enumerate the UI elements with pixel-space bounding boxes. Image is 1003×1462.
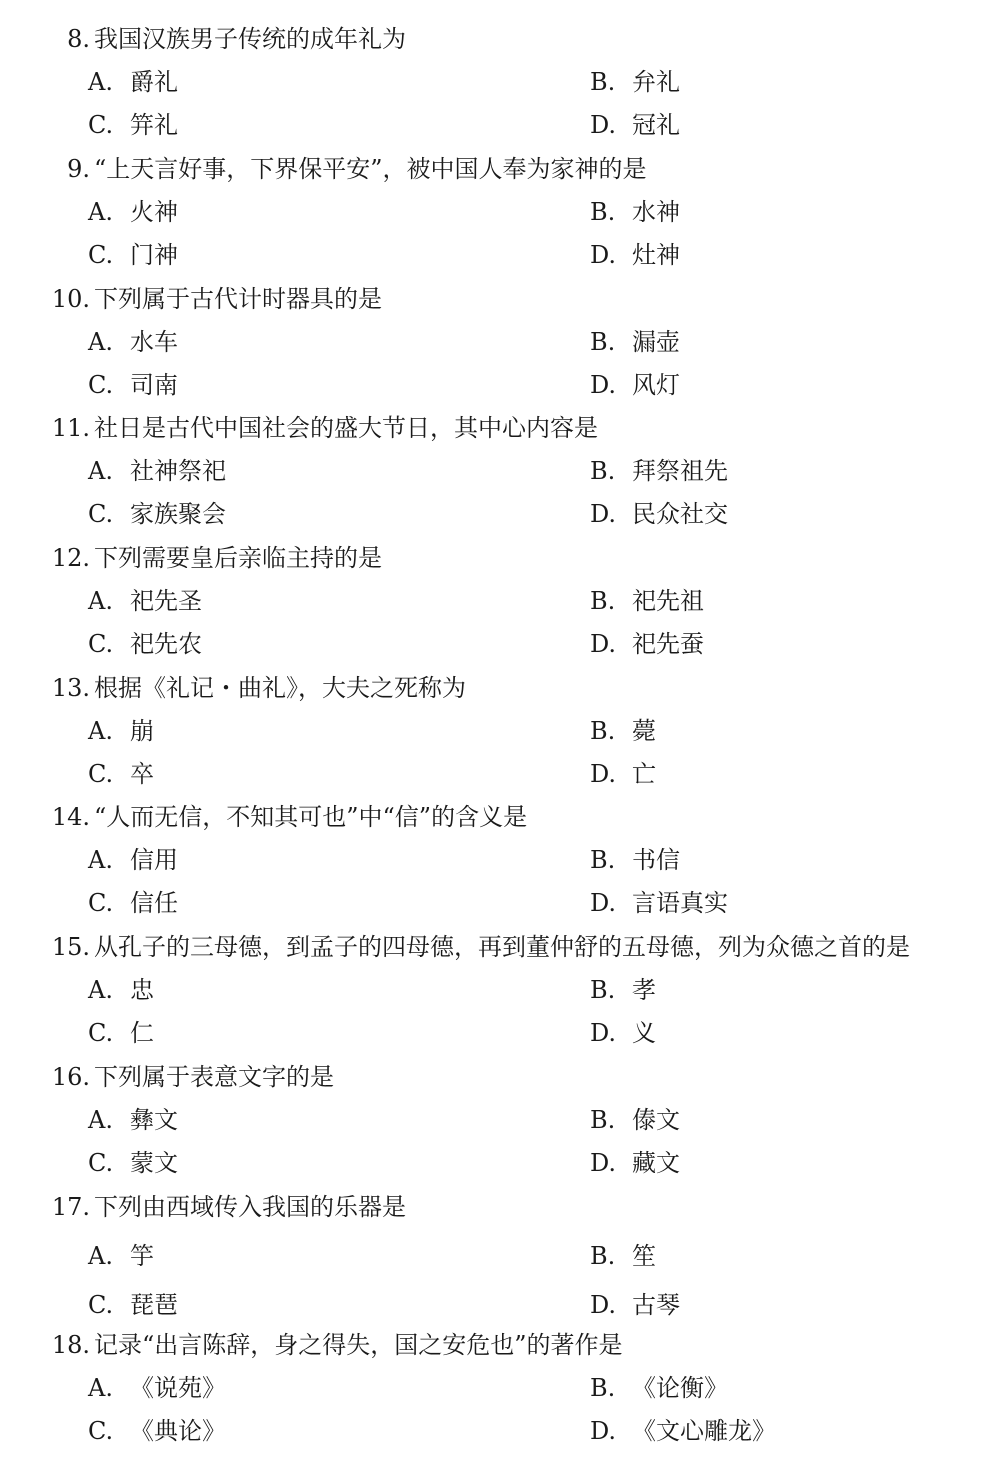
option-b (590, 65, 680, 99)
option-label: D. (590, 111, 617, 139)
option-text: 卒 (130, 760, 154, 788)
option-label: A. (88, 976, 113, 1004)
option-text: 《典论》 (130, 1417, 226, 1445)
option-text: 傣文 (632, 1106, 680, 1134)
option-text: 拜祭祖先 (632, 457, 728, 485)
question-stem (38, 541, 382, 575)
option-label: B. (590, 1242, 616, 1270)
option-label: C. (88, 1019, 114, 1047)
option-c (88, 627, 202, 661)
option-label: B. (590, 587, 616, 615)
option-text: 仁 (130, 1019, 154, 1047)
question-block (0, 152, 1003, 282)
option-b (590, 714, 656, 748)
option-text: 孝 (632, 976, 656, 1004)
option-a (88, 454, 226, 488)
question-block (0, 411, 1003, 541)
option-c (88, 1288, 178, 1322)
question-number: 18. (51, 1331, 90, 1359)
question-block (0, 1190, 1003, 1320)
option-a (88, 1371, 226, 1405)
option-d (590, 238, 680, 272)
option-label: B. (590, 717, 616, 745)
question-stem (38, 671, 466, 705)
question-stem (38, 1190, 406, 1224)
question-stem (38, 411, 598, 445)
option-b (590, 1239, 656, 1273)
option-text: 祀先祖 (632, 587, 704, 615)
option-label: D. (590, 500, 617, 528)
question-text: “人而无信，不知其可也”中“信”的含义是 (94, 803, 528, 831)
option-text: 《论衡》 (632, 1374, 728, 1402)
question-number: 11. (51, 414, 90, 442)
option-text: 藏文 (632, 1149, 680, 1177)
option-label: C. (88, 1417, 114, 1445)
option-text: 灶神 (632, 241, 680, 269)
option-label: B. (590, 68, 616, 96)
question-stem (38, 930, 910, 964)
question-text: 我国汉族男子传统的成年礼为 (94, 25, 406, 53)
question-stem (38, 800, 527, 834)
option-c (88, 1146, 178, 1180)
option-text: 书信 (632, 846, 680, 874)
option-c (88, 238, 178, 272)
option-a (88, 195, 178, 229)
option-d (590, 757, 656, 791)
question-number: 15. (51, 933, 90, 961)
option-d (590, 1288, 680, 1322)
option-label: B. (590, 1106, 616, 1134)
question-text: 下列属于表意文字的是 (94, 1063, 334, 1091)
question-stem (38, 152, 647, 186)
option-label: C. (88, 1291, 114, 1319)
question-text: 记录“出言陈辞，身之得失，国之安危也”的著作是 (94, 1331, 623, 1359)
option-a (88, 1239, 154, 1273)
question-block (0, 22, 1003, 152)
question-number: 16. (51, 1063, 90, 1091)
option-label: D. (590, 1019, 617, 1047)
option-text: 弁礼 (632, 68, 680, 96)
question-text: 下列属于古代计时器具的是 (94, 285, 382, 313)
option-text: 漏壶 (632, 328, 680, 356)
question-block (0, 1060, 1003, 1190)
option-label: B. (590, 846, 616, 874)
option-c (88, 368, 178, 402)
option-c (88, 1016, 154, 1050)
question-number: 13. (51, 674, 90, 702)
option-a (88, 325, 178, 359)
option-text: 蒙文 (130, 1149, 178, 1177)
question-number: 9. (67, 155, 90, 183)
option-text: 彝文 (130, 1106, 178, 1134)
option-a (88, 584, 202, 618)
option-a (88, 843, 178, 877)
option-text: 崩 (130, 717, 154, 745)
option-text: 民众社交 (632, 500, 728, 528)
option-label: B. (590, 457, 616, 485)
question-block (0, 541, 1003, 671)
option-c (88, 108, 178, 142)
option-a (88, 1103, 178, 1137)
option-text: 信任 (130, 889, 178, 917)
option-text: 火神 (130, 198, 178, 226)
option-d (590, 108, 680, 142)
option-text: 《文心雕龙》 (632, 1417, 776, 1445)
option-label: A. (88, 846, 113, 874)
option-label: D. (590, 371, 617, 399)
question-number: 17. (51, 1193, 90, 1221)
option-label: C. (88, 371, 114, 399)
option-b (590, 1103, 680, 1137)
option-text: 信用 (130, 846, 178, 874)
option-d (590, 886, 728, 920)
option-label: D. (590, 630, 617, 658)
option-label: C. (88, 760, 114, 788)
question-text: 下列由西域传入我国的乐器是 (94, 1193, 406, 1221)
option-label: D. (590, 760, 617, 788)
question-text: “上天言好事，下界保平安”，被中国人奉为家神的是 (94, 155, 647, 183)
option-label: C. (88, 630, 114, 658)
option-text: 冠礼 (632, 111, 680, 139)
option-label: C. (88, 500, 114, 528)
option-b (590, 584, 704, 618)
option-label: B. (590, 198, 616, 226)
option-text: 祀先农 (130, 630, 202, 658)
question-text: 根据《礼记・曲礼》，大夫之死称为 (94, 674, 466, 702)
option-c (88, 497, 226, 531)
question-number: 14. (51, 803, 90, 831)
option-text: 家族聚会 (130, 500, 226, 528)
question-block (0, 930, 1003, 1060)
option-text: 古琴 (632, 1291, 680, 1319)
option-d (590, 627, 704, 661)
option-text: 风灯 (632, 371, 680, 399)
question-number: 10. (51, 285, 90, 313)
option-label: D. (590, 1417, 617, 1445)
option-label: C. (88, 1149, 114, 1177)
option-text: 门神 (130, 241, 178, 269)
question-block (0, 800, 1003, 930)
option-text: 社神祭祀 (130, 457, 226, 485)
option-a (88, 714, 154, 748)
option-text: 义 (632, 1019, 656, 1047)
question-number: 8. (67, 25, 90, 53)
option-b (590, 1371, 728, 1405)
option-text: 祀先圣 (130, 587, 202, 615)
option-b (590, 325, 680, 359)
option-d (590, 368, 680, 402)
option-label: A. (88, 587, 113, 615)
option-d (590, 1414, 776, 1448)
option-label: D. (590, 889, 617, 917)
option-label: A. (88, 1374, 113, 1402)
option-c (88, 886, 178, 920)
option-label: A. (88, 1106, 113, 1134)
option-text: 水车 (130, 328, 178, 356)
option-b (590, 454, 728, 488)
option-label: D. (590, 1291, 617, 1319)
option-text: 薨 (632, 717, 656, 745)
question-text: 社日是古代中国社会的盛大节日，其中心内容是 (94, 414, 598, 442)
option-label: C. (88, 111, 114, 139)
option-a (88, 973, 154, 1007)
option-label: A. (88, 68, 113, 96)
option-label: A. (88, 198, 113, 226)
option-text: 爵礼 (130, 68, 178, 96)
option-text: 《说苑》 (130, 1374, 226, 1402)
option-c (88, 1414, 226, 1448)
option-label: D. (590, 241, 617, 269)
option-c (88, 757, 154, 791)
question-text: 从孔子的三母德，到孟子的四母德，再到董仲舒的五母德，列为众德之首的是 (94, 933, 910, 961)
option-d (590, 1016, 656, 1050)
option-b (590, 973, 656, 1007)
option-text: 祀先蚕 (632, 630, 704, 658)
option-text: 亡 (632, 760, 656, 788)
question-stem (38, 282, 382, 316)
option-d (590, 1146, 680, 1180)
option-label: A. (88, 717, 113, 745)
question-stem (38, 1328, 623, 1362)
question-block (0, 671, 1003, 801)
option-label: A. (88, 1242, 113, 1270)
option-d (590, 497, 728, 531)
option-text: 忠 (130, 976, 154, 1004)
option-b (590, 843, 680, 877)
question-stem (38, 22, 406, 56)
option-text: 竽 (130, 1242, 154, 1270)
question-number: 12. (51, 544, 90, 572)
question-text: 下列需要皇后亲临主持的是 (94, 544, 382, 572)
option-b (590, 195, 680, 229)
question-stem (38, 1060, 334, 1094)
option-text: 司南 (130, 371, 178, 399)
option-label: B. (590, 328, 616, 356)
option-label: D. (590, 1149, 617, 1177)
option-text: 笄礼 (130, 111, 178, 139)
question-block (0, 1328, 1003, 1458)
option-a (88, 65, 178, 99)
option-text: 水神 (632, 198, 680, 226)
option-text: 琵琶 (130, 1291, 178, 1319)
question-block (0, 282, 1003, 412)
option-text: 笙 (632, 1242, 656, 1270)
option-label: A. (88, 457, 113, 485)
option-label: C. (88, 889, 114, 917)
option-label: B. (590, 1374, 616, 1402)
option-text: 言语真实 (632, 889, 728, 917)
option-label: A. (88, 328, 113, 356)
option-label: B. (590, 976, 616, 1004)
option-label: C. (88, 241, 114, 269)
